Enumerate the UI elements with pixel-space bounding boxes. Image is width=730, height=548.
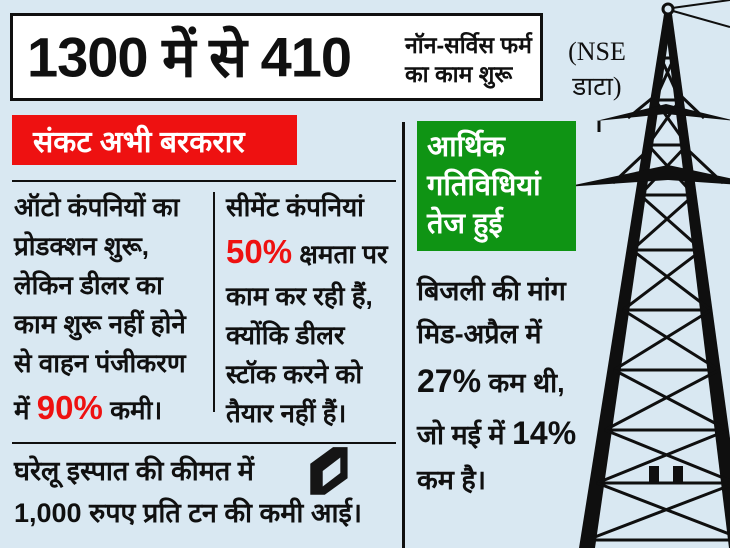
auto-stat-text: ऑटो कंपनियों का प्रोडक्शन शुरू, लेकिन डीलर का काम शुरू नहीं होने से वाहन पंजीकरण में bbox=[14, 192, 186, 425]
cement-stat-paragraph bbox=[226, 188, 394, 433]
section-divider bbox=[402, 122, 405, 548]
power-text-p2: कम थी, जो मई में bbox=[417, 368, 565, 450]
auto-stat-text-after: कमी। bbox=[102, 395, 163, 425]
power-highlight-april: 27% bbox=[417, 363, 482, 400]
auto-stat-highlight: 90% bbox=[36, 389, 103, 426]
power-text-p1: बिजली की मांग मिड-अप्रैल में bbox=[417, 276, 566, 350]
cement-stat-highlight: 50% bbox=[226, 233, 293, 270]
cement-stat-text-after: क्षमता पर काम कर रही हैं, क्योंकि डीलर स्टॉक करने को तैयार नहीं हैं। bbox=[226, 239, 388, 428]
economy-banner bbox=[417, 121, 576, 251]
auto-stat-paragraph bbox=[14, 188, 208, 433]
economy-banner-label: आर्थिक गतिविधियां तेज हुई bbox=[427, 131, 541, 241]
header-box bbox=[10, 13, 543, 101]
crisis-banner-label: संकट अभी बरकरार bbox=[33, 125, 245, 159]
power-text-p3: कम है। bbox=[417, 464, 486, 495]
power-highlight-may: 14% bbox=[512, 414, 577, 451]
source-note: (NSE डाटा) bbox=[568, 37, 626, 102]
headline-sub: नॉन-सर्विस फर्म का काम शुरू bbox=[405, 32, 532, 88]
steel-beam-icon bbox=[306, 443, 356, 501]
column-divider bbox=[213, 192, 215, 412]
power-demand-paragraph bbox=[417, 270, 587, 502]
cement-stat-text: सीमेंट कंपनियां bbox=[226, 192, 364, 222]
top-rule bbox=[12, 180, 396, 182]
steel-price-line1: घरेलू इस्पात की कीमत में bbox=[14, 456, 254, 486]
headline-number: 1300 में से 410 bbox=[27, 25, 352, 89]
steel-price-line2: 1,000 रुपए प्रति टन की कमी आई। bbox=[14, 497, 363, 528]
crisis-banner bbox=[12, 115, 297, 165]
